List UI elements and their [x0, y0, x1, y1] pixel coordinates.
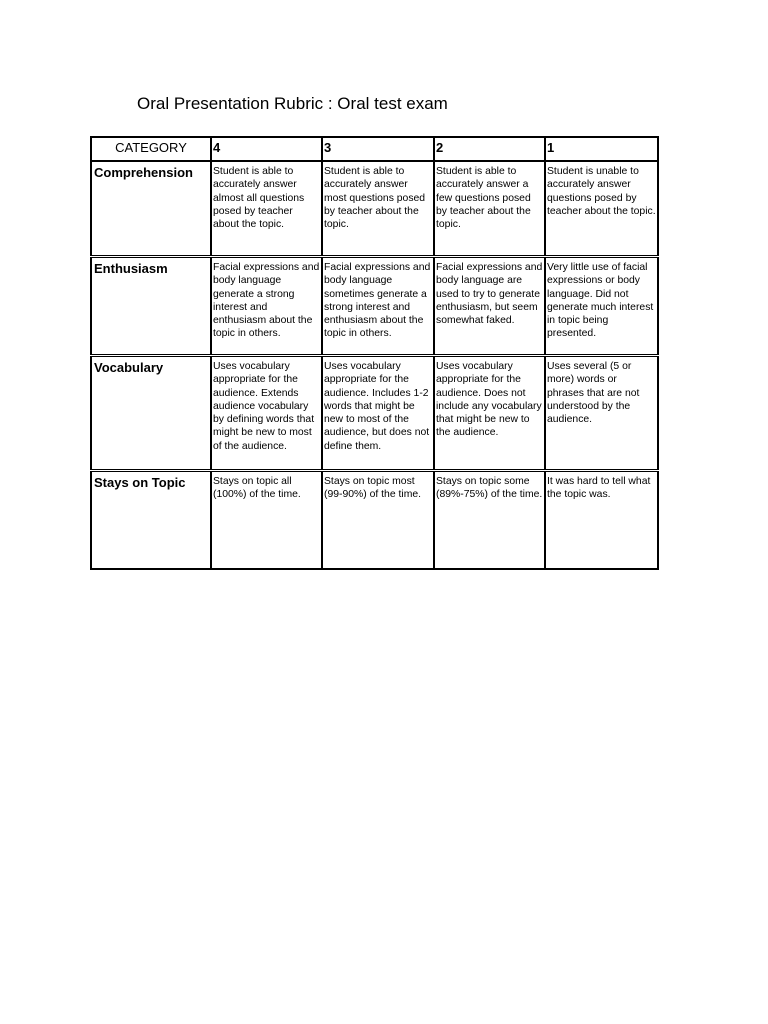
- table-row-stays-on-topic: [91, 471, 658, 570]
- column-header-score-4: 4: [211, 137, 322, 161]
- table-cell: Stays on topic all (100%) of the time.: [211, 471, 322, 570]
- row-label-stays-on-topic: Stays on Topic: [91, 471, 211, 570]
- table-row-enthusiasm: [91, 257, 658, 356]
- table-cell: It was hard to tell what the topic was.: [545, 471, 658, 570]
- table-row-vocabulary: [91, 356, 658, 471]
- table-cell: Facial expressions and body language are used to try to generate enthusiasm, but seem somewhat faked.: [434, 257, 545, 356]
- table-cell: Uses vocabulary appropriate for the audience. Includes 1-2 words that might be new to most of the audience, but does not define them.: [322, 356, 434, 471]
- table-cell: Student is able to accurately answer almost all questions posed by teacher about the topic.: [211, 161, 322, 257]
- row-label-vocabulary: Vocabulary: [91, 356, 211, 471]
- row-label-enthusiasm: Enthusiasm: [91, 257, 211, 356]
- table-cell: Stays on topic some (89%-75%) of the time.: [434, 471, 545, 570]
- table-cell: Very little use of facial expressions or body language. Did not generate much interest in topic being presented.: [545, 257, 658, 356]
- table-cell: Student is able to accurately answer a few questions posed by teacher about the topic.: [434, 161, 545, 257]
- table-cell: Uses vocabulary appropriate for the audience. Extends audience vocabulary by defining words that might be new to most of the audience.: [211, 356, 322, 471]
- page-title: Oral Presentation Rubric : Oral test exam: [137, 94, 448, 113]
- table-cell: Stays on topic most (99-90%) of the time.: [322, 471, 434, 570]
- rubric-table: [90, 136, 659, 570]
- table-row-comprehension: [91, 161, 658, 257]
- table-cell: Student is able to accurately answer most questions posed by teacher about the topic.: [322, 161, 434, 257]
- row-label-comprehension: Comprehension: [91, 161, 211, 257]
- table-cell: Facial expressions and body language generate a strong interest and enthusiasm about the topic in others.: [211, 257, 322, 356]
- table-cell: Uses vocabulary appropriate for the audience. Does not include any vocabulary that might be new to the audience.: [434, 356, 545, 471]
- column-header-score-1: 1: [545, 137, 658, 161]
- column-header-score-2: 2: [434, 137, 545, 161]
- table-cell: Facial expressions and body language sometimes generate a strong interest and enthusiasm about the topic in others.: [322, 257, 434, 356]
- table-header-row: [91, 137, 658, 161]
- table-cell: Uses several (5 or more) words or phrases that are not understood by the audience.: [545, 356, 658, 471]
- column-header-category: CATEGORY: [91, 137, 211, 161]
- column-header-score-3: 3: [322, 137, 434, 161]
- table-cell: Student is unable to accurately answer questions posed by teacher about the topic.: [545, 161, 658, 257]
